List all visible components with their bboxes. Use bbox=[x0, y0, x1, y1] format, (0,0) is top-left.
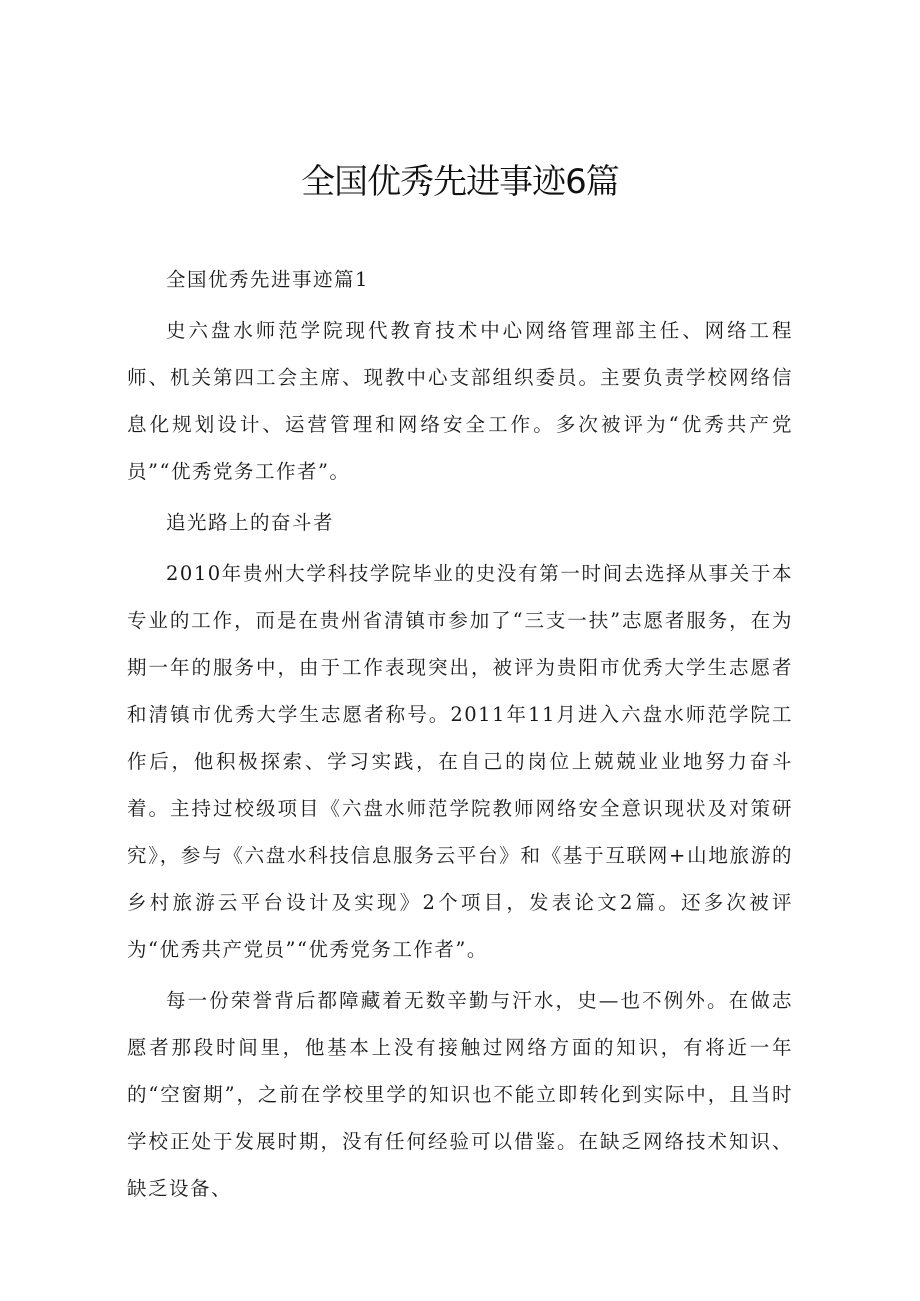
subheading: 追光路上的奋斗者 bbox=[166, 511, 335, 534]
document-title: 全国优秀先进事迹6篇 bbox=[301, 162, 619, 202]
document-body bbox=[127, 256, 793, 1216]
section-heading: 全国优秀先进事迹篇1 bbox=[166, 268, 369, 291]
paragraph-intro: 史六盘水师范学院现代教育技术中心网络管理部主任、网络工程师、机关第四工会主席、现教中心支部组织委员。主要负责学校网络信息化规划设计、运营管理和网络安全工作。多次被评为“优秀共产党员”“优秀党务工作者”。 bbox=[127, 319, 793, 483]
paragraph-career: 2010年贵州大学科技学院毕业的史没有第一时间去选择从事关于本专业的工作，而是在贵州省清镇市参加了“三支一扶”志愿者服务，在为期一年的服务中，由于工作表现突出，被评为贵阳市优秀大学生志愿者和清镇市优秀大学生志愿者称号。2011年11月进入六盘水师范学院工作后，他积极探索、学习实践，在自己的岗位上兢兢业业地努力奋斗着。主持过校级项目《六盘水师范学院教师网络安全意识现状及对策研究》，参与《六盘水科技信息服务云平台》和《基于互联网+山地旅游的乡村旅游云平台设计及实现》2个项目，发表论文2篇。还多次被评为“优秀共产党员”“优秀党务工作者”。 bbox=[127, 562, 793, 961]
paragraph-hardship: 每一份荣誉背后都障藏着无数辛勤与汗水，史—也不例外。在做志愿者那段时间里，他基本上没有接触过网络方面的知识，有将近一年的“空窗期”，之前在学校里学的知识也不能立即转化到实际中，且当时学校正处于发展时期，没有任何经验可以借鉴。在缺乏网络技术知识、缺乏设备、 bbox=[127, 989, 793, 1200]
